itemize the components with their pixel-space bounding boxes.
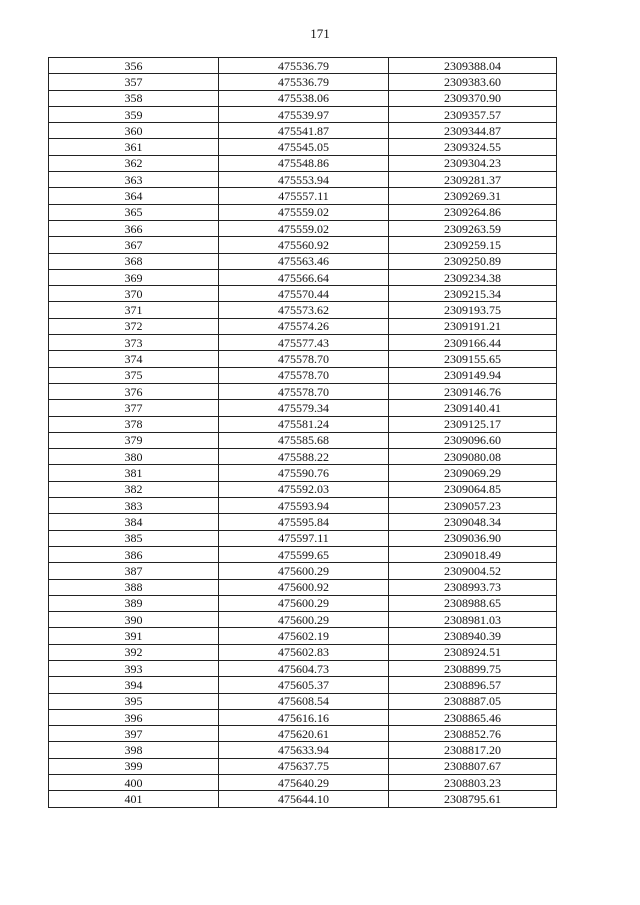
point-number-cell: 395 (49, 693, 219, 709)
x-coordinate-cell: 475570.44 (219, 286, 389, 302)
table-row (49, 123, 557, 139)
point-number-cell: 368 (49, 253, 219, 269)
point-number-cell: 396 (49, 709, 219, 725)
table-row (49, 595, 557, 611)
table-row (49, 677, 557, 693)
point-number-cell: 369 (49, 269, 219, 285)
point-number-cell: 376 (49, 383, 219, 399)
table-row (49, 498, 557, 514)
point-number-cell: 366 (49, 220, 219, 236)
x-coordinate-cell: 475633.94 (219, 742, 389, 758)
table-row (49, 612, 557, 628)
table-row (49, 400, 557, 416)
y-coordinate-cell: 2309096.60 (389, 432, 557, 448)
table-row (49, 726, 557, 742)
table-row (49, 269, 557, 285)
table-row (49, 709, 557, 725)
x-coordinate-cell: 475637.75 (219, 758, 389, 774)
point-number-cell: 370 (49, 286, 219, 302)
y-coordinate-cell: 2309357.57 (389, 106, 557, 122)
x-coordinate-cell: 475559.02 (219, 204, 389, 220)
x-coordinate-cell: 475602.19 (219, 628, 389, 644)
y-coordinate-cell: 2309069.29 (389, 465, 557, 481)
x-coordinate-cell: 475557.11 (219, 188, 389, 204)
table-row (49, 253, 557, 269)
y-coordinate-cell: 2309234.38 (389, 269, 557, 285)
point-number-cell: 392 (49, 644, 219, 660)
table-row (49, 302, 557, 318)
y-coordinate-cell: 2309250.89 (389, 253, 557, 269)
table-row (49, 530, 557, 546)
table-row (49, 481, 557, 497)
table-row (49, 286, 557, 302)
x-coordinate-cell: 475536.79 (219, 58, 389, 74)
x-coordinate-cell: 475578.70 (219, 383, 389, 399)
table-row (49, 432, 557, 448)
table-row (49, 693, 557, 709)
x-coordinate-cell: 475579.34 (219, 400, 389, 416)
table-row (49, 139, 557, 155)
x-coordinate-cell: 475545.05 (219, 139, 389, 155)
point-number-cell: 391 (49, 628, 219, 644)
point-number-cell: 394 (49, 677, 219, 693)
point-number-cell: 379 (49, 432, 219, 448)
point-number-cell: 358 (49, 90, 219, 106)
table-row (49, 563, 557, 579)
y-coordinate-cell: 2309125.17 (389, 416, 557, 432)
y-coordinate-cell: 2308807.67 (389, 758, 557, 774)
y-coordinate-cell: 2308924.51 (389, 644, 557, 660)
x-coordinate-cell: 475566.64 (219, 269, 389, 285)
y-coordinate-cell: 2309080.08 (389, 449, 557, 465)
y-coordinate-cell: 2309383.60 (389, 74, 557, 90)
y-coordinate-cell: 2309304.23 (389, 155, 557, 171)
x-coordinate-cell: 475574.26 (219, 318, 389, 334)
x-coordinate-cell: 475604.73 (219, 660, 389, 676)
y-coordinate-cell: 2308993.73 (389, 579, 557, 595)
point-number-cell: 397 (49, 726, 219, 742)
point-number-cell: 381 (49, 465, 219, 481)
table-row (49, 660, 557, 676)
point-number-cell: 388 (49, 579, 219, 595)
point-number-cell: 371 (49, 302, 219, 318)
x-coordinate-cell: 475620.61 (219, 726, 389, 742)
x-coordinate-cell: 475553.94 (219, 172, 389, 188)
table-row (49, 155, 557, 171)
y-coordinate-cell: 2309324.55 (389, 139, 557, 155)
x-coordinate-cell: 475541.87 (219, 123, 389, 139)
y-coordinate-cell: 2309264.86 (389, 204, 557, 220)
table-row (49, 758, 557, 774)
table-row (49, 318, 557, 334)
y-coordinate-cell: 2308817.20 (389, 742, 557, 758)
x-coordinate-cell: 475600.92 (219, 579, 389, 595)
table-row (49, 188, 557, 204)
table-row (49, 335, 557, 351)
y-coordinate-cell: 2308865.46 (389, 709, 557, 725)
table-row (49, 775, 557, 791)
point-number-cell: 389 (49, 595, 219, 611)
y-coordinate-cell: 2309048.34 (389, 514, 557, 530)
x-coordinate-cell: 475599.65 (219, 546, 389, 562)
point-number-cell: 375 (49, 367, 219, 383)
x-coordinate-cell: 475602.83 (219, 644, 389, 660)
point-number-cell: 378 (49, 416, 219, 432)
point-number-cell: 357 (49, 74, 219, 90)
y-coordinate-cell: 2309057.23 (389, 498, 557, 514)
table-row (49, 383, 557, 399)
point-number-cell: 393 (49, 660, 219, 676)
x-coordinate-cell: 475593.94 (219, 498, 389, 514)
x-coordinate-cell: 475600.29 (219, 563, 389, 579)
table-row (49, 90, 557, 106)
table-row (49, 465, 557, 481)
x-coordinate-cell: 475600.29 (219, 595, 389, 611)
table-row (49, 172, 557, 188)
point-number-cell: 360 (49, 123, 219, 139)
y-coordinate-cell: 2308981.03 (389, 612, 557, 628)
y-coordinate-cell: 2309004.52 (389, 563, 557, 579)
table-row (49, 416, 557, 432)
x-coordinate-cell: 475592.03 (219, 481, 389, 497)
y-coordinate-cell: 2309155.65 (389, 351, 557, 367)
table-row (49, 546, 557, 562)
y-coordinate-cell: 2308887.05 (389, 693, 557, 709)
point-number-cell: 401 (49, 791, 219, 807)
y-coordinate-cell: 2308852.76 (389, 726, 557, 742)
x-coordinate-cell: 475581.24 (219, 416, 389, 432)
x-coordinate-cell: 475597.11 (219, 530, 389, 546)
y-coordinate-cell: 2309191.21 (389, 318, 557, 334)
table-row (49, 351, 557, 367)
table-row (49, 74, 557, 90)
table-row (49, 58, 557, 74)
y-coordinate-cell: 2309344.87 (389, 123, 557, 139)
x-coordinate-cell: 475590.76 (219, 465, 389, 481)
x-coordinate-cell: 475578.70 (219, 351, 389, 367)
x-coordinate-cell: 475585.68 (219, 432, 389, 448)
y-coordinate-cell: 2308803.23 (389, 775, 557, 791)
point-number-cell: 387 (49, 563, 219, 579)
table-row (49, 449, 557, 465)
table-row (49, 644, 557, 660)
y-coordinate-cell: 2309140.41 (389, 400, 557, 416)
point-number-cell: 361 (49, 139, 219, 155)
x-coordinate-cell: 475640.29 (219, 775, 389, 791)
x-coordinate-cell: 475644.10 (219, 791, 389, 807)
y-coordinate-cell: 2309259.15 (389, 237, 557, 253)
point-number-cell: 398 (49, 742, 219, 758)
x-coordinate-cell: 475616.16 (219, 709, 389, 725)
y-coordinate-cell: 2308795.61 (389, 791, 557, 807)
y-coordinate-cell: 2309064.85 (389, 481, 557, 497)
x-coordinate-cell: 475560.92 (219, 237, 389, 253)
point-number-cell: 377 (49, 400, 219, 416)
point-number-cell: 359 (49, 106, 219, 122)
coordinate-table (48, 57, 557, 808)
point-number-cell: 364 (49, 188, 219, 204)
table-row (49, 220, 557, 236)
table-row (49, 742, 557, 758)
point-number-cell: 384 (49, 514, 219, 530)
x-coordinate-cell: 475536.79 (219, 74, 389, 90)
page-number: 171 (310, 26, 330, 41)
x-coordinate-cell: 475548.86 (219, 155, 389, 171)
x-coordinate-cell: 475605.37 (219, 677, 389, 693)
y-coordinate-cell: 2308988.65 (389, 595, 557, 611)
point-number-cell: 362 (49, 155, 219, 171)
x-coordinate-cell: 475538.06 (219, 90, 389, 106)
x-coordinate-cell: 475573.62 (219, 302, 389, 318)
point-number-cell: 399 (49, 758, 219, 774)
table-row (49, 628, 557, 644)
table-row (49, 106, 557, 122)
x-coordinate-cell: 475559.02 (219, 220, 389, 236)
point-number-cell: 383 (49, 498, 219, 514)
y-coordinate-cell: 2309388.04 (389, 58, 557, 74)
x-coordinate-cell: 475600.29 (219, 612, 389, 628)
point-number-cell: 373 (49, 335, 219, 351)
table-row (49, 791, 557, 807)
point-number-cell: 367 (49, 237, 219, 253)
point-number-cell: 380 (49, 449, 219, 465)
x-coordinate-cell: 475595.84 (219, 514, 389, 530)
table-row (49, 514, 557, 530)
point-number-cell: 374 (49, 351, 219, 367)
x-coordinate-cell: 475539.97 (219, 106, 389, 122)
y-coordinate-cell: 2308899.75 (389, 660, 557, 676)
y-coordinate-cell: 2309281.37 (389, 172, 557, 188)
x-coordinate-cell: 475588.22 (219, 449, 389, 465)
y-coordinate-cell: 2309263.59 (389, 220, 557, 236)
y-coordinate-cell: 2309166.44 (389, 335, 557, 351)
point-number-cell: 363 (49, 172, 219, 188)
point-number-cell: 356 (49, 58, 219, 74)
table-row (49, 237, 557, 253)
point-number-cell: 365 (49, 204, 219, 220)
x-coordinate-cell: 475578.70 (219, 367, 389, 383)
point-number-cell: 400 (49, 775, 219, 791)
point-number-cell: 372 (49, 318, 219, 334)
y-coordinate-cell: 2308940.39 (389, 628, 557, 644)
point-number-cell: 382 (49, 481, 219, 497)
table-row (49, 367, 557, 383)
x-coordinate-cell: 475608.54 (219, 693, 389, 709)
y-coordinate-cell: 2309193.75 (389, 302, 557, 318)
y-coordinate-cell: 2308896.57 (389, 677, 557, 693)
x-coordinate-cell: 475577.43 (219, 335, 389, 351)
y-coordinate-cell: 2309146.76 (389, 383, 557, 399)
point-number-cell: 390 (49, 612, 219, 628)
y-coordinate-cell: 2309149.94 (389, 367, 557, 383)
y-coordinate-cell: 2309370.90 (389, 90, 557, 106)
table-row (49, 579, 557, 595)
y-coordinate-cell: 2309215.34 (389, 286, 557, 302)
y-coordinate-cell: 2309269.31 (389, 188, 557, 204)
y-coordinate-cell: 2309018.49 (389, 546, 557, 562)
y-coordinate-cell: 2309036.90 (389, 530, 557, 546)
table-row (49, 204, 557, 220)
point-number-cell: 386 (49, 546, 219, 562)
point-number-cell: 385 (49, 530, 219, 546)
x-coordinate-cell: 475563.46 (219, 253, 389, 269)
coordinate-table-body (49, 58, 557, 808)
